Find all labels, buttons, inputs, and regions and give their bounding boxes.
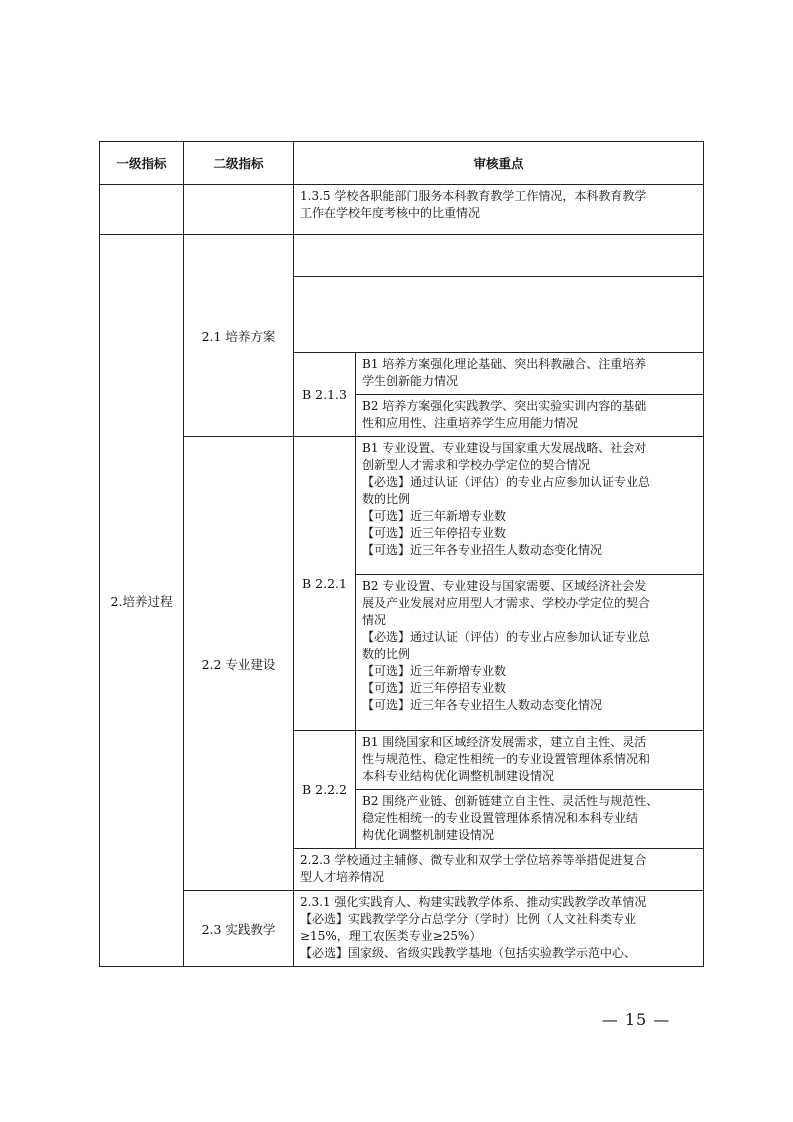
b221-b1: B1 专业设置、专业建设与国家重大发展战略、社会对 创新型人才需求和学校办学定位的契合情况 【必选】通过认证（评估）的专业占应参加认证专业总 数的比例 【可选】近三年新增专业数 【可选】近三年停招专业数 【可选】近三年各专业招生人数动态变化情况 [356, 437, 704, 575]
table-header-row [100, 142, 704, 185]
level1-training-process: 2.培养过程 [100, 235, 184, 967]
header-level2: 二级指标 [184, 142, 294, 185]
level2-practice-teaching: 2.3 实践教学 [184, 891, 294, 967]
b222-b2: B2 围绕产业链、创新链建立自主性、灵活性与规范性、 稳定性相统一的专业设置管理体系情况和本科专业结 构优化调整机制建设情况 [356, 790, 704, 849]
empty-cell [100, 185, 184, 235]
table-row [100, 235, 704, 277]
header-review-focus: 审核重点 [294, 142, 704, 185]
b213-b2: B2 培养方案强化实践教学、突出实验实训内容的基础 性和应用性、注重培养学生应用能力情况 [356, 395, 704, 437]
item-2-1-1 [294, 235, 704, 277]
level2-training-plan: 2.1 培养方案 [184, 235, 294, 437]
code-b-2-2-2: B 2.2.2 [294, 731, 356, 849]
item-2-2-3: 2.2.3 学校通过主辅修、微专业和双学士学位培养等举措促进复合 型人才培养情况 [294, 849, 704, 891]
b222-b1: B1 围绕国家和区域经济发展需求，建立自主性、灵活 性与规范性、稳定性相统一的专业设置管理体系情况和 本科专业结构优化调整机制建设情况 [356, 731, 704, 790]
b213-b1: B1 培养方案强化理论基础、突出科教融合、注重培养 学生创新能力情况 [356, 353, 704, 395]
header-level1: 一级指标 [100, 142, 184, 185]
table-row [100, 891, 704, 967]
item-1-3-5: 1.3.5 学校各职能部门服务本科教育教学工作情况，本科教育教学 工作在学校年度考核中的比重情况 [294, 185, 704, 235]
b221-b2: B2 专业设置、专业建设与国家需要、区域经济社会发 展及产业发展对应用型人才需求、学校办学定位的契合 情况 【必选】通过认证（评估）的专业占应参加认证专业总 数的比例 【可选】近三年新增专业数 【可选】近三年停招专业数 【可选】近三年各专业招生人数动态变化情况 [356, 575, 704, 731]
code-b-2-1-3: B 2.1.3 [294, 353, 356, 437]
item-2-3-1: 2.3.1 强化实践育人、构建实践教学体系、推动实践教学改革情况 【必选】实践教学学分占总学分（学时）比例（人文社科类专业 ≥15%，理工农医类专业≥25%） 【必选】国家级、省级实践教学基地（包括实验教学示范中心、 [294, 891, 704, 967]
table-row [100, 437, 704, 575]
review-indicator-table [99, 141, 704, 967]
table-row [100, 185, 704, 235]
item-2-1-2 [294, 277, 704, 353]
page-number: — 15 — [601, 1010, 671, 1029]
empty-cell [184, 185, 294, 235]
level2-major-construction: 2.2 专业建设 [184, 437, 294, 891]
code-b-2-2-1: B 2.2.1 [294, 437, 356, 731]
